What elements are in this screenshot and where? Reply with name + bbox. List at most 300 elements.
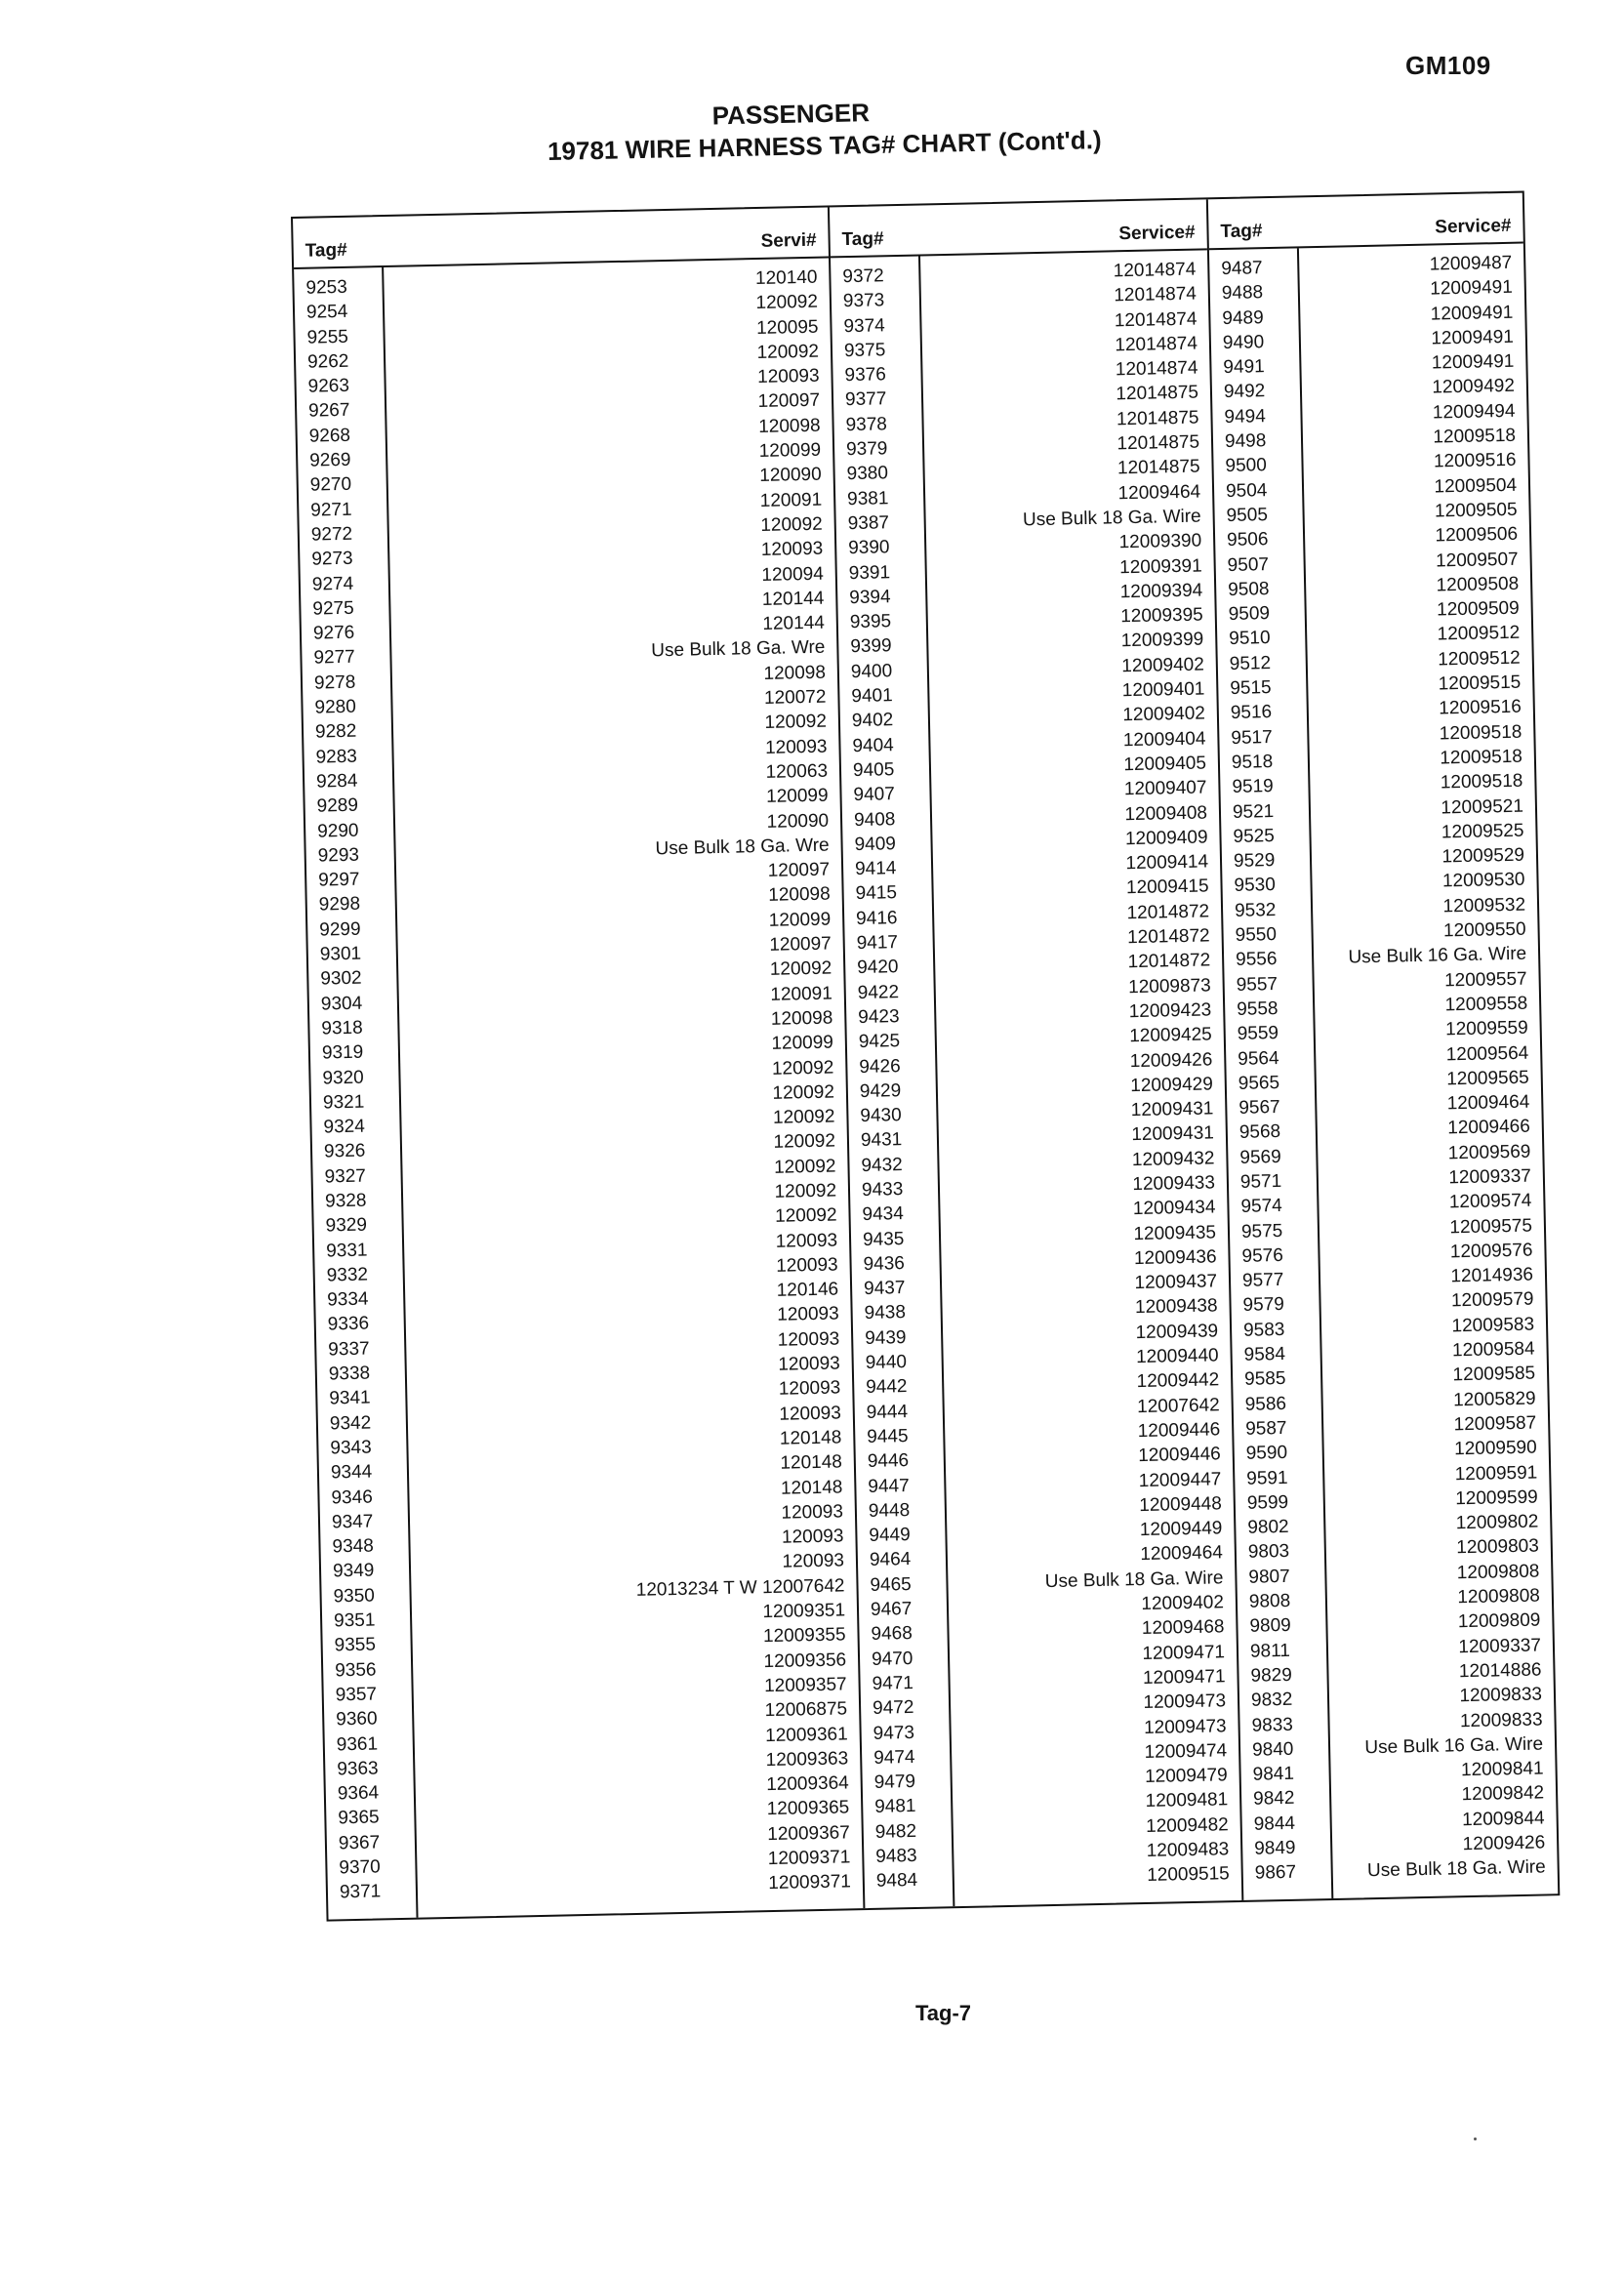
tag-cell: 9807 bbox=[1248, 1566, 1290, 1588]
tag-cell: 9571 bbox=[1239, 1170, 1282, 1193]
service-cell: 12009559 bbox=[1444, 1017, 1528, 1040]
tag-cell: 9402 bbox=[851, 710, 894, 732]
service-cell: 12009842 bbox=[1461, 1782, 1545, 1806]
tag-cell: 9324 bbox=[323, 1116, 366, 1138]
service-cell: 12009483 bbox=[1146, 1839, 1230, 1862]
service-cell: 12006875 bbox=[764, 1698, 848, 1722]
tag-cell: 9338 bbox=[328, 1363, 371, 1385]
tag-cell: 9378 bbox=[845, 414, 888, 435]
tag-cell: 9387 bbox=[847, 512, 890, 535]
tag-cell: 9273 bbox=[311, 549, 353, 570]
service-cell: 12009423 bbox=[1128, 999, 1212, 1023]
service-cell: 12009466 bbox=[1447, 1117, 1531, 1139]
tag-cell: 9276 bbox=[312, 622, 355, 644]
tag-cell: 9373 bbox=[842, 290, 885, 312]
service-cell: 12009408 bbox=[1124, 802, 1208, 825]
service-cell: 12009841 bbox=[1460, 1758, 1544, 1781]
service-cell: 12009518 bbox=[1440, 746, 1523, 769]
tag-cell: 9407 bbox=[853, 784, 896, 806]
tag-cell: 9440 bbox=[865, 1352, 908, 1373]
tag-cell: 9434 bbox=[862, 1203, 905, 1226]
service-cell: 12009447 bbox=[1138, 1468, 1222, 1491]
tag-cell: 9365 bbox=[338, 1807, 380, 1829]
tag-cell: 9391 bbox=[848, 561, 891, 584]
tag-cell: 9591 bbox=[1246, 1467, 1288, 1489]
service-cell: 120098 bbox=[757, 415, 821, 437]
service-cell: 12009506 bbox=[1435, 524, 1519, 547]
service-cell: 12009576 bbox=[1449, 1240, 1533, 1263]
service-cell: 12009371 bbox=[768, 1871, 852, 1894]
tag-cell: 9376 bbox=[844, 364, 887, 387]
service-cell: 120099 bbox=[768, 909, 832, 931]
column-group-3 bbox=[1206, 193, 1558, 1900]
tag-cell: 9565 bbox=[1238, 1072, 1280, 1094]
service-cell: 120093 bbox=[760, 538, 824, 561]
service-cell: 120092 bbox=[756, 341, 820, 363]
tag-cell: 9519 bbox=[1232, 776, 1274, 798]
tag-cell: 9510 bbox=[1229, 628, 1271, 650]
service-header: Service# bbox=[1435, 215, 1512, 238]
column-group-2 bbox=[828, 199, 1241, 1908]
service-cell: 12014875 bbox=[1116, 383, 1199, 405]
group-3-service-column bbox=[1299, 244, 1558, 1898]
service-cell: 120091 bbox=[770, 983, 833, 1005]
tag-cell: 9432 bbox=[861, 1154, 903, 1176]
tag-cell: 9355 bbox=[334, 1634, 377, 1656]
service-cell: 12009479 bbox=[1144, 1765, 1228, 1788]
service-cell: 120148 bbox=[779, 1427, 842, 1449]
service-cell: 120093 bbox=[781, 1526, 844, 1548]
service-cell: 12009504 bbox=[1434, 474, 1518, 498]
tag-cell: 9576 bbox=[1241, 1244, 1284, 1267]
service-cell: 12009579 bbox=[1450, 1289, 1534, 1312]
service-cell: 12009429 bbox=[1130, 1074, 1214, 1096]
service-cell: 12009402 bbox=[1122, 703, 1206, 726]
tag-cell: 9507 bbox=[1227, 553, 1270, 576]
tag-cell: 9272 bbox=[310, 523, 353, 546]
service-cell: 12014875 bbox=[1116, 407, 1199, 430]
tag-cell: 9282 bbox=[314, 721, 357, 743]
service-cell: 12009433 bbox=[1132, 1172, 1216, 1196]
service-cell: 120092 bbox=[774, 1180, 837, 1202]
service-cell: 12009361 bbox=[764, 1723, 848, 1746]
tag-cell: 9492 bbox=[1223, 381, 1266, 403]
service-cell: 120098 bbox=[768, 884, 831, 907]
service-cell: 120148 bbox=[780, 1451, 843, 1475]
tag-cell: 9449 bbox=[869, 1525, 911, 1547]
tag-cell: 9337 bbox=[328, 1338, 370, 1361]
service-cell: 12014872 bbox=[1126, 925, 1210, 949]
tag-cell: 9318 bbox=[321, 1017, 363, 1039]
service-cell: 12009395 bbox=[1120, 604, 1203, 628]
tag-cell: 9253 bbox=[305, 276, 348, 299]
tag-cell: 9473 bbox=[873, 1722, 915, 1744]
service-cell: 120098 bbox=[770, 1007, 833, 1030]
service-cell: 12009518 bbox=[1439, 721, 1522, 745]
service-cell: 12009530 bbox=[1441, 870, 1525, 892]
service-cell: 12009809 bbox=[1457, 1609, 1541, 1633]
service-cell: Use Bulk 16 Ga. Wire bbox=[1348, 943, 1527, 968]
service-cell: 12009436 bbox=[1133, 1246, 1217, 1270]
service-cell: 12009505 bbox=[1434, 499, 1518, 522]
service-cell: 12009415 bbox=[1125, 875, 1209, 899]
tag-cell: 9444 bbox=[866, 1401, 909, 1423]
service-cell: 12009337 bbox=[1458, 1635, 1542, 1657]
tag-cell: 9297 bbox=[318, 869, 360, 891]
service-cell: 12009355 bbox=[762, 1624, 846, 1648]
tag-cell: 9498 bbox=[1224, 430, 1267, 453]
service-cell: Use Bulk 18 Ga. Wire bbox=[1044, 1568, 1224, 1592]
service-cell: 12009487 bbox=[1429, 252, 1513, 275]
service-cell: 12009491 bbox=[1431, 326, 1515, 349]
group-2-service-column bbox=[920, 250, 1241, 1906]
service-cell: 12009473 bbox=[1143, 1715, 1227, 1738]
service-cell: 12009357 bbox=[763, 1674, 847, 1697]
tag-cell: 9420 bbox=[857, 957, 899, 979]
tag-cell: 9360 bbox=[336, 1708, 378, 1730]
tag-cell: 9404 bbox=[852, 734, 894, 756]
tag-cell: 9356 bbox=[334, 1659, 377, 1682]
tag-cell: 9599 bbox=[1246, 1491, 1289, 1514]
tag-cell: 9381 bbox=[846, 487, 889, 509]
tag-cell: 9425 bbox=[858, 1031, 901, 1053]
service-cell: 12009491 bbox=[1431, 350, 1515, 374]
tag-cell: 9400 bbox=[850, 660, 893, 682]
service-cell: 12009521 bbox=[1441, 795, 1524, 818]
tag-cell: 9446 bbox=[867, 1450, 910, 1473]
title-line-2: 19781 WIRE HARNESS TAG# CHART (Cont'd.) bbox=[547, 125, 1102, 166]
service-cell: 12009512 bbox=[1437, 647, 1521, 671]
service-cell: 12014872 bbox=[1127, 950, 1211, 973]
service-cell: 12013234 T W 12007642 bbox=[635, 1575, 845, 1601]
service-cell: 12014874 bbox=[1114, 283, 1198, 306]
service-cell: 12009802 bbox=[1455, 1511, 1539, 1534]
service-cell: 12009529 bbox=[1441, 844, 1525, 868]
tag-cell: 9479 bbox=[873, 1771, 916, 1793]
service-cell: 12009803 bbox=[1456, 1535, 1540, 1559]
tag-cell: 9490 bbox=[1222, 332, 1265, 353]
service-cell: 12014936 bbox=[1450, 1264, 1534, 1287]
service-cell: 12009401 bbox=[1121, 678, 1205, 702]
tag-cell: 9584 bbox=[1243, 1343, 1286, 1365]
service-cell: 120146 bbox=[776, 1279, 839, 1301]
tag-cell: 9445 bbox=[867, 1425, 909, 1447]
service-cell: 12009473 bbox=[1143, 1690, 1227, 1714]
tag-cell: 9512 bbox=[1229, 652, 1272, 674]
service-cell: 12009808 bbox=[1457, 1585, 1541, 1608]
tag-cell: 9474 bbox=[873, 1746, 915, 1769]
service-cell: 12009448 bbox=[1139, 1493, 1223, 1516]
tag-cell: 9275 bbox=[312, 597, 354, 620]
service-cell: 120093 bbox=[764, 736, 828, 758]
service-cell: 12005829 bbox=[1452, 1388, 1536, 1410]
service-cell: 12009371 bbox=[767, 1847, 851, 1870]
service-cell: 120099 bbox=[758, 439, 822, 463]
tag-header: Tag# bbox=[304, 239, 347, 262]
service-cell: 120092 bbox=[764, 711, 828, 734]
tag-cell: 9508 bbox=[1227, 578, 1270, 600]
service-cell: 12009482 bbox=[1145, 1813, 1229, 1837]
tag-cell: 9267 bbox=[307, 400, 350, 423]
service-cell: 12009446 bbox=[1137, 1419, 1221, 1443]
tag-cell: 9436 bbox=[863, 1252, 906, 1275]
tag-cell: 9504 bbox=[1225, 479, 1268, 502]
tag-cell: 9342 bbox=[329, 1412, 372, 1435]
service-cell: 120093 bbox=[777, 1328, 840, 1351]
tag-cell: 9575 bbox=[1240, 1220, 1283, 1242]
tag-cell: 9832 bbox=[1250, 1690, 1293, 1711]
tag-cell: 9559 bbox=[1237, 1023, 1279, 1045]
tag-cell: 9556 bbox=[1235, 949, 1278, 971]
tag-cell: 9394 bbox=[849, 587, 891, 608]
service-cell: 120092 bbox=[769, 957, 832, 981]
service-cell: 120093 bbox=[775, 1230, 838, 1252]
tag-cell: 9415 bbox=[855, 882, 898, 905]
tag-cell: 9268 bbox=[308, 425, 351, 447]
tag-cell: 9274 bbox=[311, 573, 354, 595]
tag-cell: 9348 bbox=[332, 1535, 375, 1558]
service-cell: 12009509 bbox=[1436, 597, 1520, 621]
tag-cell: 9299 bbox=[319, 918, 361, 941]
service-cell: 12009532 bbox=[1442, 894, 1526, 917]
tag-cell: 9467 bbox=[870, 1599, 913, 1620]
service-cell: 12009833 bbox=[1459, 1684, 1543, 1707]
service-cell: 12009565 bbox=[1445, 1067, 1529, 1090]
tag-cell: 9349 bbox=[332, 1560, 375, 1582]
service-cell: 12009440 bbox=[1135, 1345, 1219, 1368]
service-cell: 12009518 bbox=[1440, 770, 1523, 794]
service-cell: 12009426 bbox=[1462, 1832, 1546, 1855]
tag-cell: 9302 bbox=[320, 967, 362, 990]
tag-cell: 9487 bbox=[1221, 258, 1263, 280]
service-cell: 120148 bbox=[780, 1476, 843, 1499]
service-cell: 120091 bbox=[759, 489, 823, 511]
tag-cell: 9525 bbox=[1233, 825, 1276, 847]
service-cell: 12009431 bbox=[1130, 1098, 1214, 1121]
service-cell: 120093 bbox=[776, 1254, 838, 1277]
tag-cell: 9439 bbox=[864, 1326, 907, 1349]
tag-cell: 9298 bbox=[318, 894, 361, 916]
service-cell: 12009474 bbox=[1144, 1740, 1228, 1763]
tag-cell: 9515 bbox=[1230, 677, 1272, 699]
tag-cell: 9505 bbox=[1226, 505, 1269, 526]
tag-cell: 9833 bbox=[1251, 1714, 1294, 1736]
service-cell: 12009356 bbox=[763, 1649, 847, 1672]
tag-chart-table bbox=[291, 191, 1560, 1922]
tag-cell: 9482 bbox=[874, 1820, 917, 1843]
tag-cell: 9808 bbox=[1248, 1590, 1291, 1612]
service-cell: 120094 bbox=[761, 563, 824, 586]
tag-cell: 9557 bbox=[1236, 973, 1279, 996]
service-cell: 12009399 bbox=[1120, 629, 1204, 652]
tag-cell: 9430 bbox=[860, 1105, 902, 1127]
tag-cell: 9270 bbox=[309, 474, 352, 497]
tag-cell: 9336 bbox=[327, 1314, 370, 1335]
tag-cell: 9437 bbox=[863, 1278, 906, 1300]
service-cell: 12007642 bbox=[1136, 1394, 1220, 1417]
service-cell: 120092 bbox=[755, 292, 819, 314]
service-cell: 12009583 bbox=[1451, 1314, 1535, 1337]
tag-cell: 9367 bbox=[338, 1832, 381, 1854]
tag-cell: 9829 bbox=[1250, 1664, 1293, 1687]
service-cell: 12014875 bbox=[1116, 431, 1200, 455]
tag-cell: 9319 bbox=[321, 1041, 364, 1064]
service-cell: 12009439 bbox=[1135, 1321, 1219, 1343]
tag-cell: 9569 bbox=[1239, 1146, 1281, 1168]
service-cell: 120092 bbox=[773, 1156, 836, 1178]
tag-cell: 9364 bbox=[337, 1782, 380, 1805]
tag-cell: 9435 bbox=[862, 1228, 905, 1250]
service-cell: 120093 bbox=[777, 1303, 839, 1326]
tag-cell: 9590 bbox=[1245, 1443, 1288, 1465]
service-cell: 12009471 bbox=[1142, 1641, 1226, 1664]
service-cell: 12009442 bbox=[1136, 1369, 1220, 1393]
service-cell: 120063 bbox=[765, 760, 829, 783]
tag-header: Tag# bbox=[841, 228, 884, 251]
group-1-service-column bbox=[384, 258, 863, 1917]
tag-cell: 9471 bbox=[872, 1672, 914, 1694]
tag-cell: 9361 bbox=[336, 1732, 379, 1755]
service-cell: 120098 bbox=[763, 662, 827, 684]
tag-cell: 9372 bbox=[842, 265, 884, 288]
tag-cell: 9558 bbox=[1237, 998, 1279, 1020]
service-cell: 12009351 bbox=[762, 1600, 846, 1623]
scan-speck bbox=[1474, 2138, 1477, 2140]
tag-cell: 9332 bbox=[326, 1264, 369, 1286]
service-cell: 12009844 bbox=[1461, 1808, 1545, 1830]
service-cell: 12014875 bbox=[1116, 456, 1200, 479]
service-cell: 120092 bbox=[760, 513, 823, 536]
tag-cell: 9530 bbox=[1234, 875, 1277, 897]
service-cell: 12009515 bbox=[1147, 1863, 1230, 1887]
service-cell: 12009431 bbox=[1131, 1122, 1215, 1146]
service-cell: 12009405 bbox=[1123, 753, 1207, 776]
service-cell: 12009404 bbox=[1122, 728, 1206, 751]
document-id: GM109 bbox=[1405, 51, 1491, 80]
service-cell: 120099 bbox=[771, 1032, 834, 1055]
tag-cell: 9464 bbox=[869, 1549, 912, 1571]
tag-cell: 9842 bbox=[1252, 1788, 1295, 1811]
service-cell: 12014886 bbox=[1458, 1659, 1542, 1683]
tag-cell: 9483 bbox=[875, 1845, 917, 1867]
service-cell: 120072 bbox=[763, 686, 827, 709]
tag-cell: 9401 bbox=[851, 685, 893, 708]
service-cell: 12009464 bbox=[1140, 1542, 1224, 1566]
tag-cell: 9579 bbox=[1242, 1294, 1285, 1317]
tag-cell: 9849 bbox=[1254, 1837, 1296, 1859]
tag-cell: 9395 bbox=[849, 611, 892, 633]
service-cell: 12009574 bbox=[1448, 1190, 1532, 1213]
service-cell: 12009425 bbox=[1129, 1024, 1212, 1047]
tag-cell: 9263 bbox=[307, 375, 350, 397]
tag-cell: 9506 bbox=[1226, 529, 1269, 551]
service-cell: Use Bulk 18 Ga. Wire bbox=[1022, 506, 1201, 531]
tag-cell: 9488 bbox=[1221, 282, 1264, 305]
tag-cell: 9280 bbox=[314, 696, 357, 718]
tag-cell: 9433 bbox=[861, 1179, 904, 1201]
service-cell: 12009575 bbox=[1449, 1215, 1533, 1238]
tag-cell: 9516 bbox=[1230, 702, 1273, 724]
tag-cell: 9465 bbox=[870, 1573, 912, 1596]
tag-cell: 9470 bbox=[871, 1648, 914, 1670]
service-cell: 120095 bbox=[755, 316, 819, 339]
tag-cell: 9390 bbox=[848, 537, 890, 559]
service-cell: 12009446 bbox=[1138, 1444, 1221, 1467]
tag-cell: 9255 bbox=[306, 326, 349, 348]
tag-cell: 9417 bbox=[856, 932, 899, 955]
service-cell: 12009591 bbox=[1454, 1462, 1538, 1485]
tag-cell: 9284 bbox=[315, 770, 358, 793]
tag-cell: 9357 bbox=[335, 1684, 378, 1706]
tag-cell: 9371 bbox=[339, 1881, 382, 1903]
tag-cell: 9351 bbox=[333, 1609, 376, 1632]
tag-cell: 9447 bbox=[868, 1475, 910, 1497]
tag-cell: 9380 bbox=[846, 463, 889, 485]
service-cell: 12009363 bbox=[765, 1748, 849, 1771]
tag-cell: 9550 bbox=[1235, 924, 1278, 946]
tag-cell: 9494 bbox=[1224, 405, 1267, 428]
service-cell: 12009391 bbox=[1118, 555, 1202, 578]
service-cell: 12009491 bbox=[1430, 277, 1514, 300]
tag-cell: 9320 bbox=[322, 1067, 364, 1089]
tag-cell: 9802 bbox=[1247, 1517, 1289, 1538]
title-line-1: PASSENGER bbox=[711, 98, 871, 131]
tag-cell: 9529 bbox=[1233, 850, 1276, 873]
service-cell: 12009491 bbox=[1430, 302, 1514, 325]
service-cell: 12009367 bbox=[767, 1822, 851, 1845]
service-cell: 12009426 bbox=[1129, 1048, 1213, 1072]
tag-cell: 9577 bbox=[1241, 1270, 1284, 1291]
tag-cell: 9423 bbox=[858, 1006, 900, 1028]
tag-cell: 9331 bbox=[325, 1240, 368, 1262]
tag-cell: 9278 bbox=[313, 672, 356, 694]
service-cell: 12009438 bbox=[1134, 1295, 1218, 1319]
service-cell: 12009337 bbox=[1448, 1165, 1532, 1189]
service-cell: 12014872 bbox=[1126, 901, 1210, 923]
tag-cell: 9343 bbox=[330, 1437, 372, 1459]
service-cell: 12009449 bbox=[1139, 1518, 1223, 1541]
service-cell: 12009516 bbox=[1439, 697, 1522, 719]
tag-cell: 9521 bbox=[1232, 800, 1275, 823]
service-cell: 12009364 bbox=[765, 1772, 849, 1796]
service-cell: 120093 bbox=[778, 1353, 840, 1375]
tag-cell: 9491 bbox=[1223, 356, 1265, 379]
column-group-1 bbox=[293, 207, 863, 1919]
group-2-header bbox=[830, 199, 1207, 258]
service-cell: 12009437 bbox=[1134, 1271, 1218, 1294]
tag-cell: 9344 bbox=[330, 1461, 373, 1484]
tag-cell: 9329 bbox=[325, 1214, 368, 1237]
tag-cell: 9293 bbox=[317, 844, 360, 867]
service-cell: 12009481 bbox=[1145, 1789, 1229, 1812]
tag-cell: 9363 bbox=[337, 1758, 379, 1780]
service-cell: 12009557 bbox=[1443, 968, 1527, 992]
tag-cell: 9803 bbox=[1247, 1541, 1290, 1564]
tag-cell: 9301 bbox=[319, 943, 362, 965]
service-cell: 12009873 bbox=[1127, 975, 1211, 998]
service-cell: 12009516 bbox=[1433, 450, 1517, 472]
service-cell: 120097 bbox=[757, 390, 821, 413]
service-cell: 120144 bbox=[761, 588, 825, 610]
tag-cell: 9574 bbox=[1240, 1196, 1282, 1218]
chart-title bbox=[547, 94, 1102, 168]
tag-cell: 9431 bbox=[860, 1129, 903, 1152]
tag-cell: 9468 bbox=[871, 1623, 914, 1646]
tag-cell: 9377 bbox=[844, 388, 887, 411]
service-cell: 12009471 bbox=[1142, 1666, 1226, 1689]
tag-cell: 9583 bbox=[1242, 1319, 1285, 1341]
tag-cell: 9408 bbox=[853, 808, 896, 831]
